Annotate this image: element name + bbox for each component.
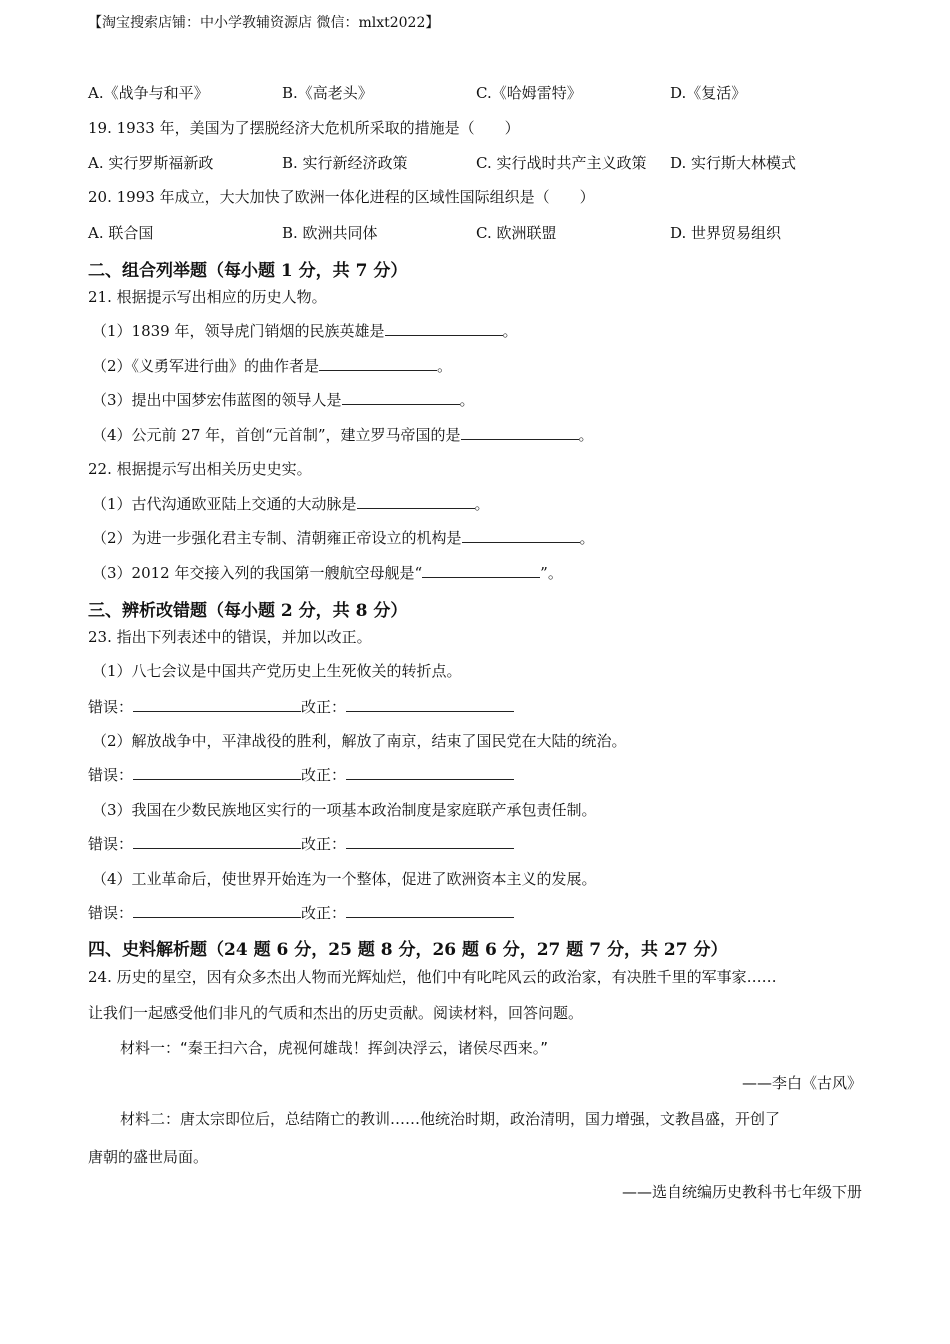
- q18-option-b: B.《高老头》: [282, 84, 373, 102]
- q23-item-4: （4）工业革命后，使世界开始连为一个整体，促进了欧洲资本主义的发展。: [92, 870, 597, 888]
- answer-blank[interactable]: [319, 355, 437, 371]
- q23-item-1: （1）八七会议是中国共产党历史上生死攸关的转折点。: [92, 662, 462, 680]
- error-label: 错误：: [88, 766, 134, 784]
- q19-option-a: A. 实行罗斯福新政: [88, 154, 214, 172]
- answer-blank[interactable]: [461, 424, 579, 440]
- q23-answer-row-4: [88, 902, 514, 923]
- q21-item-2: [92, 355, 452, 376]
- fix-blank[interactable]: [346, 696, 514, 712]
- fix-label: 改正：: [301, 904, 347, 922]
- q19-option-b: B. 实行新经济政策: [282, 154, 408, 172]
- q18-option-c: C.《哈姆雷特》: [476, 84, 582, 102]
- fix-label: 改正：: [301, 698, 347, 716]
- shop-header: 【淘宝搜索店铺：中小学教辅资源店 微信：mlxt2022】: [88, 15, 440, 31]
- fix-label: 改正：: [301, 766, 347, 784]
- q23-item-3: （3）我国在少数民族地区实行的一项基本政治制度是家庭联产承包责任制。: [92, 801, 597, 819]
- q20-option-d: D. 世界贸易组织: [670, 224, 782, 242]
- answer-blank[interactable]: [422, 562, 540, 578]
- error-label: 错误：: [88, 904, 134, 922]
- q23-answer-row-3: [88, 833, 514, 854]
- q21-item-1-text: （1）1839 年，领导虎门销烟的民族英雄是: [92, 322, 385, 340]
- q22-item-1-end: 。: [474, 495, 490, 513]
- section-3-heading: 三、辨析改错题（每小题 2 分，共 8 分）: [88, 601, 408, 621]
- q18-option-a: A.《战争与和平》: [88, 84, 209, 102]
- q21-item-3: [92, 389, 475, 410]
- q22-item-1: [92, 493, 490, 514]
- material-2-line-2: 唐朝的盛世局面。: [88, 1148, 209, 1166]
- q20-stem: 20. 1993 年成立，大大加快了欧洲一体化进程的区域性国际组织是（ ）: [88, 188, 595, 206]
- q21-stem: 21. 根据提示写出相应的历史人物。: [88, 288, 327, 306]
- q22-stem: 22. 根据提示写出相关历史史实。: [88, 460, 312, 478]
- fix-blank[interactable]: [346, 902, 514, 918]
- q23-answer-row-1: [88, 696, 514, 717]
- error-blank[interactable]: [133, 696, 301, 712]
- q22-item-2-end: 。: [579, 529, 595, 547]
- error-label: 错误：: [88, 698, 134, 716]
- q19-stem: 19. 1933 年，美国为了摆脱经济大危机所采取的措施是（ ）: [88, 119, 520, 137]
- error-blank[interactable]: [133, 902, 301, 918]
- fix-blank[interactable]: [346, 764, 514, 780]
- q24-intro-line-2: 让我们一起感受他们非凡的气质和杰出的历史贡献。阅读材料，回答问题。: [88, 1004, 584, 1022]
- q19-option-d: D. 实行斯大林模式: [670, 154, 797, 172]
- material-2-line-1: 材料二：唐太宗即位后，总结隋亡的教训……他统治时期，政治清明，国力增强，文教昌盛，开创了: [120, 1110, 781, 1128]
- q21-item-3-text: （3）提出中国梦宏伟蓝图的领导人是: [92, 391, 342, 409]
- q21-item-4: [92, 424, 594, 445]
- q20-option-c: C. 欧洲联盟: [476, 224, 557, 242]
- answer-blank[interactable]: [462, 527, 580, 543]
- error-blank[interactable]: [133, 833, 301, 849]
- q21-item-2-text: （2）《义勇军进行曲》的曲作者是: [92, 357, 320, 375]
- q21-item-2-end: 。: [437, 357, 453, 375]
- q22-item-2: [92, 527, 595, 548]
- q23-item-2: （2）解放战争中，平津战役的胜利，解放了南京，结束了国民党在大陆的统治。: [92, 732, 627, 750]
- material-1: 材料一：“秦王扫六合，虎视何雄哉！挥剑决浮云，诸侯尽西来。”: [120, 1039, 549, 1057]
- q21-item-3-end: 。: [459, 391, 475, 409]
- q18-option-d: D.《复活》: [670, 84, 747, 102]
- q21-item-4-end: 。: [578, 426, 594, 444]
- q21-item-1: [92, 320, 518, 341]
- material-1-source: ——李白《古风》: [741, 1074, 862, 1092]
- q22-item-3-text: （3）2012 年交接入列的我国第一艘航空母舰是“: [92, 564, 423, 582]
- error-label: 错误：: [88, 835, 134, 853]
- section-4-heading: 四、史料解析题（24 题 6 分，25 题 8 分，26 题 6 分，27 题 7 分，共 27 分）: [88, 940, 728, 960]
- q21-item-1-end: 。: [502, 322, 518, 340]
- q23-answer-row-2: [88, 764, 514, 785]
- q21-item-4-text: （4）公元前 27 年，首创“元首制”，建立罗马帝国的是: [92, 426, 461, 444]
- answer-blank[interactable]: [385, 320, 503, 336]
- q22-item-3: [92, 562, 563, 583]
- material-2-source: ——选自统编历史教科书七年级下册: [621, 1183, 862, 1201]
- q22-item-2-text: （2）为进一步强化君主专制、清朝雍正帝设立的机构是: [92, 529, 462, 547]
- q23-stem: 23. 指出下列表述中的错误，并加以改正。: [88, 628, 372, 646]
- fix-label: 改正：: [301, 835, 347, 853]
- q19-option-c: C. 实行战时共产主义政策: [476, 154, 647, 172]
- answer-blank[interactable]: [357, 493, 475, 509]
- answer-blank[interactable]: [342, 389, 460, 405]
- q24-intro-line-1: 24. 历史的星空，因有众多杰出人物而光辉灿烂，他们中有叱咤风云的政治家，有决胜千里的军事家……: [88, 968, 777, 986]
- q22-item-3-end: ”。: [540, 564, 563, 582]
- error-blank[interactable]: [133, 764, 301, 780]
- section-2-heading: 二、组合列举题（每小题 1 分，共 7 分）: [88, 261, 408, 281]
- q20-option-b: B. 欧洲共同体: [282, 224, 378, 242]
- q20-option-a: A. 联合国: [88, 224, 154, 242]
- fix-blank[interactable]: [346, 833, 514, 849]
- q22-item-1-text: （1）古代沟通欧亚陆上交通的大动脉是: [92, 495, 357, 513]
